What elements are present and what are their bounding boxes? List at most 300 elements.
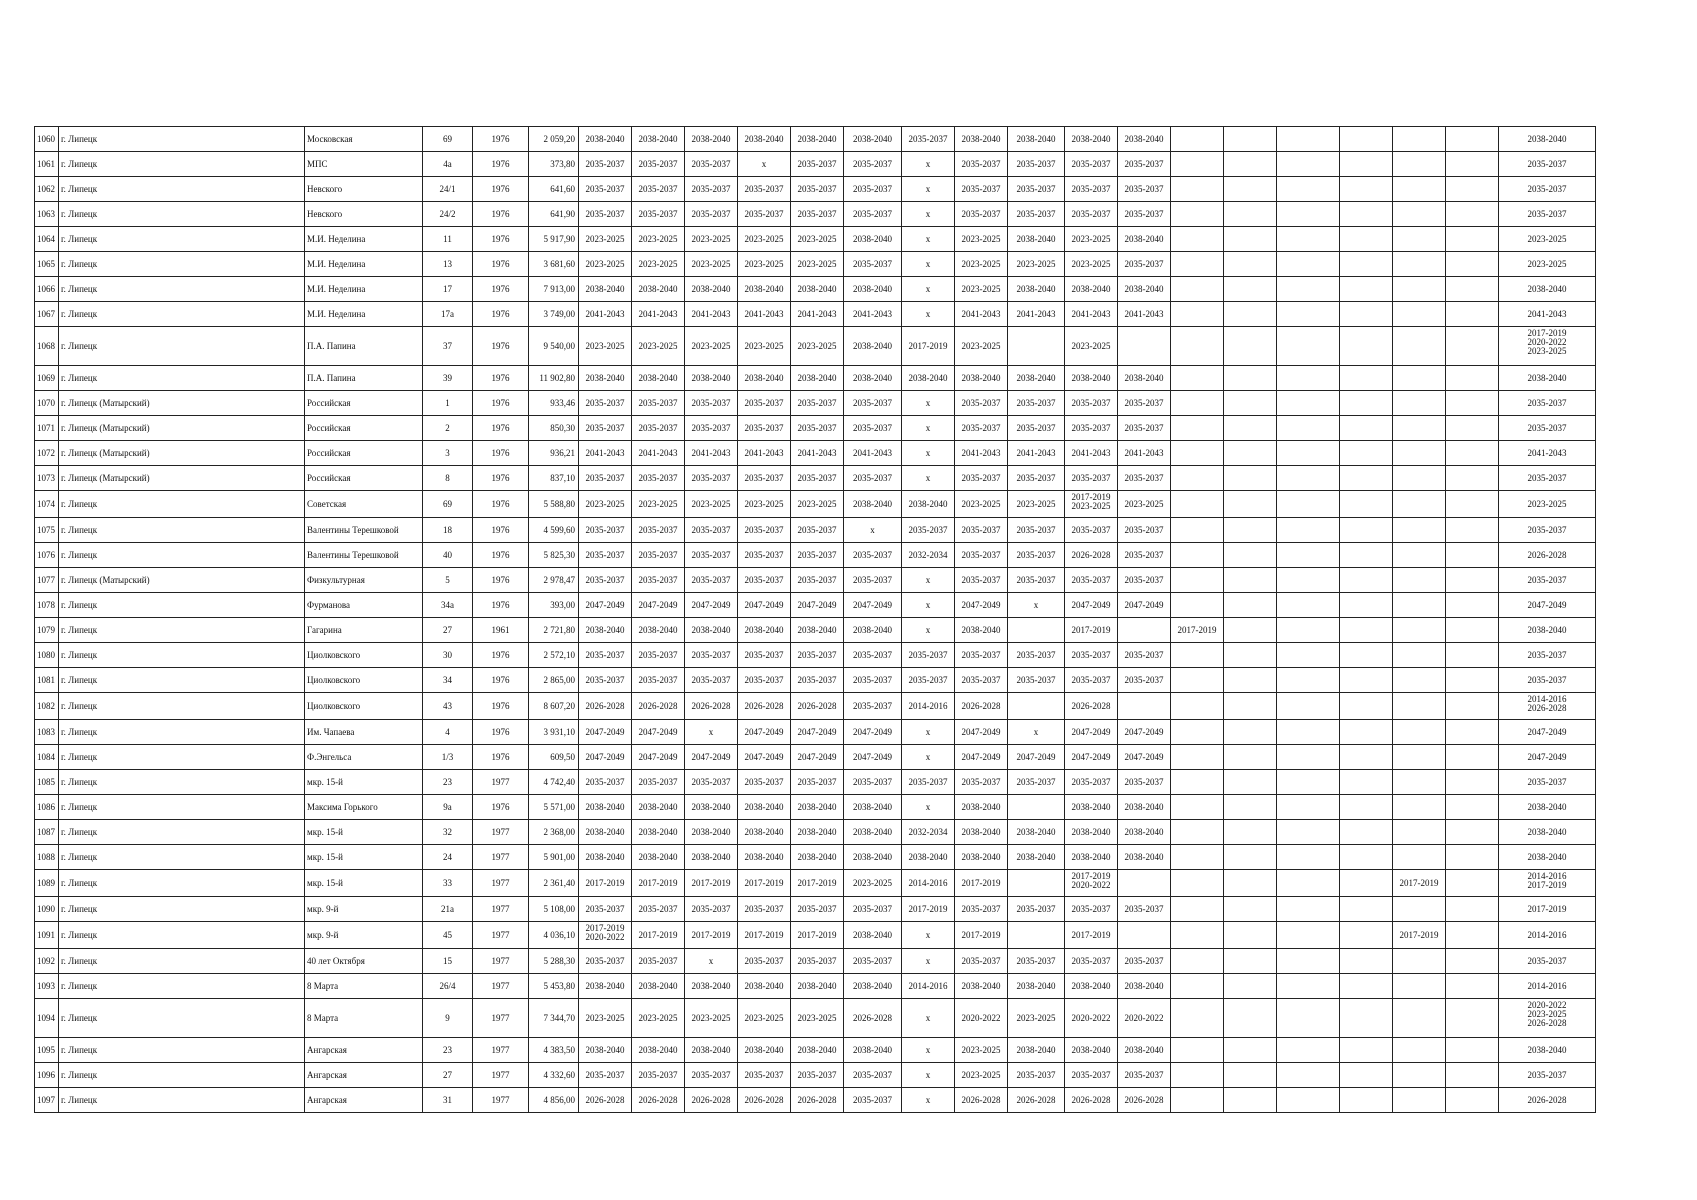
period-cell (1171, 202, 1224, 227)
house-number-cell: 4 (423, 720, 473, 745)
period-cell (1340, 177, 1393, 202)
period-cell: 2038-2040 (1008, 366, 1065, 391)
period-cell: 2023-2025 (791, 252, 844, 277)
period-cell: 2041-2043 (1065, 441, 1118, 466)
period-cell: 2035-2037 (632, 897, 685, 922)
table-row (35, 518, 1596, 543)
period-cell: 2035-2037 (632, 1063, 685, 1088)
house-number-cell: 23 (423, 770, 473, 795)
period-cell: 2035-2037 (685, 770, 738, 795)
table-row (35, 327, 1596, 366)
street-cell: Валентины Терешковой (305, 518, 423, 543)
period-cell (1277, 795, 1340, 820)
table-row (35, 177, 1596, 202)
period-cell: 2038-2040 (1118, 1038, 1171, 1063)
build-year-cell: 1976 (473, 720, 529, 745)
period-cell: 2035-2037 (844, 252, 902, 277)
period-cell (1340, 897, 1393, 922)
period-cell (1171, 643, 1224, 668)
period-cell (1277, 252, 1340, 277)
period-cell: 2035-2037 (685, 152, 738, 177)
row-number-cell: 1080 (35, 643, 59, 668)
period-cell (1340, 845, 1393, 870)
period-cell (1446, 845, 1499, 870)
period-cell: 2038-2040 (632, 795, 685, 820)
period-cell (1171, 466, 1224, 491)
period-cell: 2038-2040 (1008, 1038, 1065, 1063)
period-cell: 2041-2043 (685, 441, 738, 466)
period-cell (1171, 491, 1224, 518)
period-cell: 2035-2037 (844, 643, 902, 668)
period-cell: 2014-2016 (902, 974, 955, 999)
period-cell: 2026-2028 (738, 693, 791, 720)
period-cell: 2017-2019 (738, 870, 791, 897)
table-row (35, 720, 1596, 745)
row-number-cell: 1087 (35, 820, 59, 845)
table-row (35, 127, 1596, 152)
period-cell (1224, 466, 1277, 491)
area-cell: 5 288,30 (529, 949, 579, 974)
period-cell (1171, 668, 1224, 693)
period-cell: 2023-2025 (685, 491, 738, 518)
area-cell: 5 588,80 (529, 491, 579, 518)
period-cell (1393, 202, 1446, 227)
period-cell: 2038-2040 (579, 845, 632, 870)
street-cell: П.А. Папина (305, 366, 423, 391)
period-cell: x (1008, 720, 1065, 745)
period-cell (1008, 795, 1065, 820)
period-cell: 2035-2037 (844, 391, 902, 416)
table-row (35, 668, 1596, 693)
city-cell: г. Липецк (59, 897, 305, 922)
period-cell: 2023-2025 (1065, 327, 1118, 366)
period-cell: x (902, 922, 955, 949)
period-cell: 2035-2037 (1065, 949, 1118, 974)
summary-period-cell: 2038-2040 (1499, 127, 1596, 152)
period-cell (1446, 897, 1499, 922)
city-cell: г. Липецк (59, 870, 305, 897)
street-cell: Ангарская (305, 1063, 423, 1088)
area-cell: 641,60 (529, 177, 579, 202)
city-cell: г. Липецк (59, 277, 305, 302)
period-cell (1224, 618, 1277, 643)
period-cell: 2038-2040 (844, 1038, 902, 1063)
period-cell: 2035-2037 (844, 668, 902, 693)
period-cell: 2035-2037 (955, 668, 1008, 693)
period-cell: 2035-2037 (844, 543, 902, 568)
period-cell (1446, 366, 1499, 391)
period-cell (1340, 127, 1393, 152)
table-row (35, 252, 1596, 277)
period-cell (1277, 949, 1340, 974)
street-cell: Гагарина (305, 618, 423, 643)
period-cell (1277, 720, 1340, 745)
period-cell (1446, 668, 1499, 693)
area-cell: 5 901,00 (529, 845, 579, 870)
period-cell: 2035-2037 (955, 177, 1008, 202)
table-row (35, 441, 1596, 466)
period-cell (1171, 177, 1224, 202)
period-cell: 2035-2037 (955, 466, 1008, 491)
area-cell: 2 978,47 (529, 568, 579, 593)
area-cell: 2 368,00 (529, 820, 579, 845)
row-number-cell: 1095 (35, 1038, 59, 1063)
house-number-cell: 37 (423, 327, 473, 366)
build-year-cell: 1976 (473, 643, 529, 668)
summary-period-cell: 2038-2040 (1499, 366, 1596, 391)
period-cell: 2035-2037 (1065, 416, 1118, 441)
period-cell: 2038-2040 (579, 277, 632, 302)
period-cell (1446, 949, 1499, 974)
house-number-cell: 24/1 (423, 177, 473, 202)
period-cell (1446, 870, 1499, 897)
period-cell (1446, 252, 1499, 277)
period-cell: 2038-2040 (844, 845, 902, 870)
period-cell (1340, 643, 1393, 668)
period-cell: 2023-2025 (579, 252, 632, 277)
period-cell: 2026-2028 (1118, 1088, 1171, 1113)
period-cell: 2041-2043 (632, 441, 685, 466)
period-cell (1446, 227, 1499, 252)
period-cell: 2038-2040 (685, 974, 738, 999)
period-cell (1446, 518, 1499, 543)
period-cell (1393, 720, 1446, 745)
period-cell: 2035-2037 (579, 949, 632, 974)
period-cell (1171, 897, 1224, 922)
period-cell: 2038-2040 (844, 327, 902, 366)
period-cell: 2023-2025 (738, 999, 791, 1038)
period-cell (1340, 441, 1393, 466)
period-cell: 2026-2028 (632, 1088, 685, 1113)
period-cell: 2038-2040 (738, 366, 791, 391)
period-cell: 2038-2040 (955, 845, 1008, 870)
period-cell (1224, 922, 1277, 949)
house-number-cell: 40 (423, 543, 473, 568)
period-cell: 2038-2040 (1065, 795, 1118, 820)
period-cell: 2035-2037 (1118, 518, 1171, 543)
city-cell: г. Липецк (59, 974, 305, 999)
period-cell (1277, 302, 1340, 327)
summary-period-cell: 2020-2022 2023-2025 2026-2028 (1499, 999, 1596, 1038)
house-number-cell: 8 (423, 466, 473, 491)
build-year-cell: 1976 (473, 177, 529, 202)
row-number-cell: 1073 (35, 466, 59, 491)
period-cell: 2038-2040 (791, 795, 844, 820)
period-cell: 2035-2037 (632, 466, 685, 491)
street-cell: Ф.Энгельса (305, 745, 423, 770)
period-cell: 2035-2037 (579, 466, 632, 491)
city-cell: г. Липецк (59, 127, 305, 152)
period-cell: 2035-2037 (685, 1063, 738, 1088)
summary-period-cell: 2035-2037 (1499, 643, 1596, 668)
period-cell (1224, 366, 1277, 391)
street-cell: П.А. Папина (305, 327, 423, 366)
area-cell: 4 856,00 (529, 1088, 579, 1113)
period-cell (1393, 745, 1446, 770)
period-cell (1277, 643, 1340, 668)
period-cell: 2038-2040 (844, 227, 902, 252)
area-cell: 8 607,20 (529, 693, 579, 720)
period-cell: 2023-2025 (1118, 491, 1171, 518)
period-cell: x (902, 949, 955, 974)
street-cell: Им. Чапаева (305, 720, 423, 745)
period-cell: 2047-2049 (632, 720, 685, 745)
period-cell: 2041-2043 (738, 302, 791, 327)
summary-period-cell: 2035-2037 (1499, 416, 1596, 441)
street-cell: М.И. Неделина (305, 277, 423, 302)
period-cell: 2038-2040 (844, 795, 902, 820)
period-cell: 2041-2043 (844, 441, 902, 466)
period-cell: 2035-2037 (844, 1063, 902, 1088)
period-cell: 2038-2040 (632, 820, 685, 845)
period-cell: 2017-2019 (791, 870, 844, 897)
period-cell: 2035-2037 (685, 668, 738, 693)
period-cell: 2035-2037 (1118, 152, 1171, 177)
table-row (35, 922, 1596, 949)
period-cell: 2038-2040 (844, 127, 902, 152)
period-cell: 2017-2019 2020-2022 (579, 922, 632, 949)
period-cell: 2035-2037 (1008, 202, 1065, 227)
period-cell (1340, 366, 1393, 391)
period-cell (1446, 543, 1499, 568)
table-row (35, 391, 1596, 416)
period-cell: 2035-2037 (632, 949, 685, 974)
period-cell (1224, 391, 1277, 416)
period-cell: 2035-2037 (1008, 416, 1065, 441)
period-cell (1277, 127, 1340, 152)
row-number-cell: 1083 (35, 720, 59, 745)
city-cell: г. Липецк (59, 366, 305, 391)
period-cell (1171, 568, 1224, 593)
area-cell: 4 383,50 (529, 1038, 579, 1063)
period-cell: 2038-2040 (632, 974, 685, 999)
period-cell: 2038-2040 (844, 277, 902, 302)
period-cell: 2047-2049 (579, 745, 632, 770)
period-cell (1340, 227, 1393, 252)
house-number-cell: 1 (423, 391, 473, 416)
period-cell (1393, 770, 1446, 795)
period-cell (1224, 593, 1277, 618)
house-number-cell: 1/3 (423, 745, 473, 770)
area-cell: 2 721,80 (529, 618, 579, 643)
table-row (35, 593, 1596, 618)
period-cell: 2035-2037 (579, 391, 632, 416)
period-cell: 2023-2025 (685, 327, 738, 366)
period-cell (1446, 593, 1499, 618)
house-number-cell: 2 (423, 416, 473, 441)
period-cell (1224, 127, 1277, 152)
build-year-cell: 1976 (473, 416, 529, 441)
period-cell (1118, 327, 1171, 366)
period-cell: 2035-2037 (738, 568, 791, 593)
period-cell: 2038-2040 (685, 277, 738, 302)
period-cell: 2023-2025 (955, 227, 1008, 252)
period-cell: 2038-2040 (738, 845, 791, 870)
period-cell: 2023-2025 (1065, 227, 1118, 252)
period-cell: 2038-2040 (632, 127, 685, 152)
period-cell: 2023-2025 (685, 252, 738, 277)
period-cell: 2017-2019 (791, 922, 844, 949)
period-cell: 2038-2040 (1118, 227, 1171, 252)
period-cell: 2035-2037 (1118, 543, 1171, 568)
area-cell: 2 572,10 (529, 643, 579, 668)
row-number-cell: 1060 (35, 127, 59, 152)
period-cell (1446, 568, 1499, 593)
period-cell: x (844, 518, 902, 543)
period-cell: 2017-2019 (685, 922, 738, 949)
table-row (35, 568, 1596, 593)
period-cell (1340, 618, 1393, 643)
table-row (35, 1063, 1596, 1088)
period-cell: 2035-2037 (791, 770, 844, 795)
period-cell (1224, 693, 1277, 720)
city-cell: г. Липецк (59, 302, 305, 327)
period-cell: 2017-2019 (632, 922, 685, 949)
period-cell: 2038-2040 (902, 491, 955, 518)
house-number-cell: 43 (423, 693, 473, 720)
house-number-cell: 17а (423, 302, 473, 327)
period-cell: 2035-2037 (1118, 643, 1171, 668)
city-cell: г. Липецк (59, 152, 305, 177)
period-cell: 2038-2040 (579, 618, 632, 643)
period-cell: 2041-2043 (685, 302, 738, 327)
period-cell: 2047-2049 (685, 745, 738, 770)
row-number-cell: 1067 (35, 302, 59, 327)
summary-period-cell: 2038-2040 (1499, 820, 1596, 845)
period-cell: 2038-2040 (632, 277, 685, 302)
period-cell (1446, 820, 1499, 845)
city-cell: г. Липецк (59, 693, 305, 720)
period-cell: x (902, 391, 955, 416)
period-cell: 2035-2037 (1118, 897, 1171, 922)
period-cell: x (902, 1038, 955, 1063)
period-cell: 2035-2037 (844, 466, 902, 491)
period-cell: 2038-2040 (579, 795, 632, 820)
period-cell: 2038-2040 (1065, 277, 1118, 302)
summary-period-cell: 2017-2019 (1499, 897, 1596, 922)
period-cell: 2047-2049 (1118, 745, 1171, 770)
period-cell: 2041-2043 (632, 302, 685, 327)
period-cell (1340, 999, 1393, 1038)
build-year-cell: 1977 (473, 999, 529, 1038)
period-cell (1224, 518, 1277, 543)
period-cell: 2038-2040 (791, 366, 844, 391)
period-cell: 2035-2037 (955, 416, 1008, 441)
period-cell: 2026-2028 (791, 693, 844, 720)
period-cell: 2035-2037 (844, 568, 902, 593)
build-year-cell: 1976 (473, 366, 529, 391)
period-cell (1171, 441, 1224, 466)
period-cell (1446, 277, 1499, 302)
period-cell: 2038-2040 (738, 127, 791, 152)
period-cell (1224, 745, 1277, 770)
summary-period-cell: 2047-2049 (1499, 720, 1596, 745)
period-cell: 2047-2049 (791, 593, 844, 618)
table-row (35, 693, 1596, 720)
period-cell: 2041-2043 (791, 302, 844, 327)
period-cell: 2026-2028 (844, 999, 902, 1038)
period-cell (1171, 518, 1224, 543)
period-cell (1446, 643, 1499, 668)
period-cell: 2038-2040 (685, 795, 738, 820)
period-cell: 2035-2037 (791, 177, 844, 202)
build-year-cell: 1977 (473, 870, 529, 897)
summary-period-cell: 2023-2025 (1499, 252, 1596, 277)
period-cell: 2023-2025 (1008, 252, 1065, 277)
period-cell: x (902, 277, 955, 302)
period-cell (1224, 302, 1277, 327)
period-cell: x (902, 795, 955, 820)
period-cell: 2035-2037 (1118, 466, 1171, 491)
row-number-cell: 1094 (35, 999, 59, 1038)
table-row (35, 277, 1596, 302)
period-cell: 2035-2037 (1118, 252, 1171, 277)
period-cell: 2026-2028 (1065, 543, 1118, 568)
period-cell: 2035-2037 (1008, 770, 1065, 795)
summary-period-cell: 2035-2037 (1499, 1063, 1596, 1088)
period-cell: x (685, 720, 738, 745)
house-number-cell: 39 (423, 366, 473, 391)
area-cell: 850,30 (529, 416, 579, 441)
street-cell: Максима Горького (305, 795, 423, 820)
period-cell (1340, 795, 1393, 820)
period-cell (1277, 466, 1340, 491)
house-number-cell: 27 (423, 1063, 473, 1088)
row-number-cell: 1063 (35, 202, 59, 227)
table-row (35, 543, 1596, 568)
area-cell: 393,00 (529, 593, 579, 618)
row-number-cell: 1061 (35, 152, 59, 177)
period-cell: x (902, 618, 955, 643)
period-cell (1393, 302, 1446, 327)
period-cell: x (902, 441, 955, 466)
period-cell: x (902, 252, 955, 277)
period-cell: 2038-2040 (1065, 1038, 1118, 1063)
period-cell: 2035-2037 (902, 518, 955, 543)
period-cell: 2014-2016 (902, 870, 955, 897)
period-cell: 2017-2019 (1065, 922, 1118, 949)
period-cell: 2047-2049 (579, 720, 632, 745)
period-cell: 2035-2037 (1118, 1063, 1171, 1088)
table-row (35, 820, 1596, 845)
period-cell (1224, 1038, 1277, 1063)
period-cell: 2035-2037 (685, 643, 738, 668)
period-cell: 2047-2049 (685, 593, 738, 618)
period-cell: 2035-2037 (738, 1063, 791, 1088)
period-cell (1224, 720, 1277, 745)
area-cell: 609,50 (529, 745, 579, 770)
period-cell: 2035-2037 (844, 416, 902, 441)
period-cell (1277, 593, 1340, 618)
build-year-cell: 1976 (473, 277, 529, 302)
summary-period-cell: 2035-2037 (1499, 152, 1596, 177)
period-cell (1340, 668, 1393, 693)
period-cell (1224, 327, 1277, 366)
period-cell (1224, 152, 1277, 177)
period-cell: x (902, 568, 955, 593)
period-cell: 2023-2025 (1008, 999, 1065, 1038)
period-cell (1393, 820, 1446, 845)
period-cell (1224, 668, 1277, 693)
period-cell (1393, 391, 1446, 416)
period-cell: 2038-2040 (1118, 277, 1171, 302)
period-cell: x (902, 745, 955, 770)
period-cell (1171, 845, 1224, 870)
period-cell (1224, 568, 1277, 593)
period-cell: 2023-2025 (791, 491, 844, 518)
summary-period-cell: 2035-2037 (1499, 202, 1596, 227)
period-cell: 2035-2037 (844, 1088, 902, 1113)
